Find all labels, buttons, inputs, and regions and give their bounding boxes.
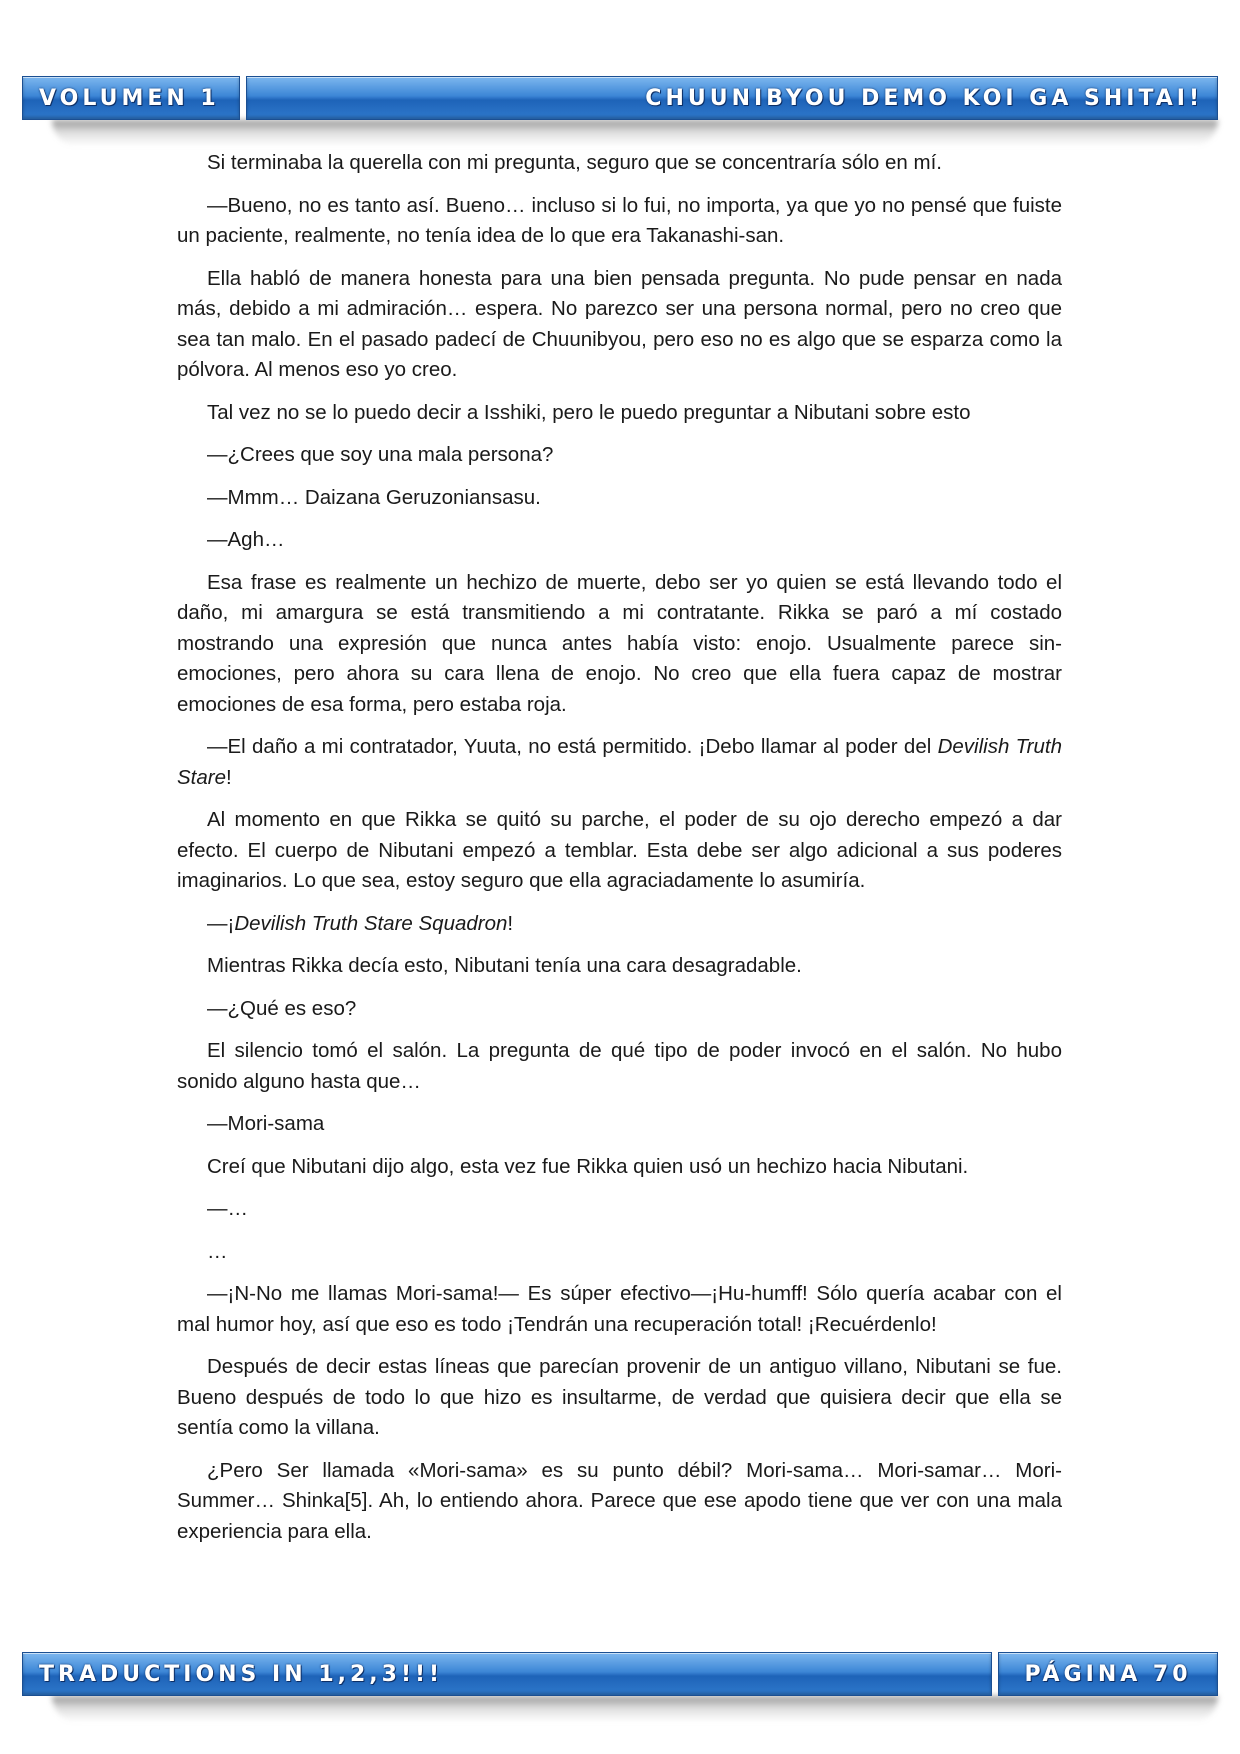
paragraph: Ella habló de manera honesta para una bien pensada pregunta. No pude pensar en nada más, debido a mi admiración… espera. No parezco ser una persona normal, pero no creo que sea tan malo. En el pasado padecí de Chuunibyou, pero eso no es algo que se esparza como la pólvora. Al menos eso yo creo. — [177, 266, 1062, 381]
dialogue-line: —Mmm… Daizana Geruzoniansasu. — [207, 485, 541, 509]
paragraph: Si terminaba la querella con mi pregunta, seguro que se concentraría sólo en mí. — [207, 151, 942, 174]
paragraph: Tal vez no se lo puedo decir a Isshiki, pero le puedo preguntar a Nibutani sobre esto — [207, 400, 971, 424]
dialogue-line — [177, 732, 1062, 793]
page-footer — [22, 1652, 1218, 1696]
paragraph: ¿Pero Ser llamada «Mori-sama» es su punto débil? Mori-sama… Mori-samar… Mori-Summer… Shinka[5]. Ah, lo entiendo ahora. Parece que ese apodo tiene que ver con una mala experiencia para ella. — [177, 1458, 1062, 1543]
paragraph: Mientras Rikka decía esto, Nibutani tenía una cara desagradable. — [207, 954, 802, 977]
paragraph: Creí que Nibutani dijo algo, esta vez fue Rikka quien usó un hechizo hacia Nibutani. — [207, 1154, 969, 1178]
dialogue-line — [177, 909, 1062, 940]
paragraph: El silencio tomó el salón. La pregunta de qué tipo de poder invocó en el salón. No hubo sonido alguno hasta que… — [177, 1039, 1062, 1093]
dialogue-text: ! — [507, 911, 514, 935]
dialogue-line: —Mori-sama — [207, 1112, 325, 1135]
italic-term: Devilish Truth Stare Squadron — [234, 911, 508, 935]
dialogue-text: ! — [226, 765, 232, 789]
paragraph: Después de decir estas líneas que parecían provenir de un antiguo villano, Nibutani se fue. Bueno después de todo lo que hizo es insultarme, de verdad que quisiera decir que ella se sentía como la villana. — [177, 1355, 1062, 1439]
paragraph: —Bueno, no es tanto así. Bueno… incluso si lo fui, no importa, ya que yo no pensé que fuiste un paciente, realmente, no tenía idea de lo que era Takanashi-san. — [177, 193, 1062, 247]
book-title: CHUUNIBYOU DEMO KOI GA SHITAI! — [246, 76, 1218, 120]
paragraph: Esa frase es realmente un hechizo de muerte, debo ser yo quien se está llevando todo el daño, mi amargura se está transmitiendo a mi contratante. Rikka se paró a mí costado mostrando una expresión que nunca antes había visto: enojo. Usualmente parece sin-emociones, pero ahora su cara llena de enojo. No creo que ella fuera capaz de mostrar emociones de esa forma, pero estaba roja. — [177, 570, 1062, 716]
dialogue-text: —El daño a mi contratador, Yuuta, no está permitido. ¡Debo llamar al poder del — [207, 735, 938, 758]
dialogue-line: —… — [207, 1197, 248, 1220]
dialogue-line: —¿Qué es eso? — [207, 996, 357, 1020]
italic-term: Devilish Truth Stare — [177, 735, 1062, 789]
dialogue-line: —Agh… — [207, 528, 285, 551]
page-header — [22, 76, 1218, 120]
dialogue-text: —¡ — [207, 911, 235, 935]
translator-credit: TRADUCTIONS IN 1,2,3!!! — [22, 1652, 992, 1696]
footer-shadow — [52, 1696, 1218, 1722]
page-body — [177, 148, 1062, 1559]
paragraph: Al momento en que Rikka se quitó su parche, el poder de su ojo derecho empezó a dar efecto. El cuerpo de Nibutani empezó a temblar. Esta debe ser algo adicional a sus poderes imaginarios. Lo que sea, estoy seguro que ella agraciadamente lo asumiría. — [177, 808, 1062, 892]
volume-label: VOLUMEN 1 — [22, 76, 240, 120]
dialogue-line: … — [207, 1239, 228, 1263]
page-number: PÁGINA 70 — [998, 1652, 1218, 1696]
dialogue-line: —¿Crees que soy una mala persona? — [207, 443, 554, 466]
header-shadow — [52, 120, 1218, 146]
dialogue-line: —¡N-No me llamas Mori-sama!— Es súper efectivo—¡Hu-humff! Sólo quería acabar con el mal humor hoy, así que eso es todo ¡Tendrán una recuperación total! ¡Recuérdenlo! — [177, 1282, 1062, 1336]
